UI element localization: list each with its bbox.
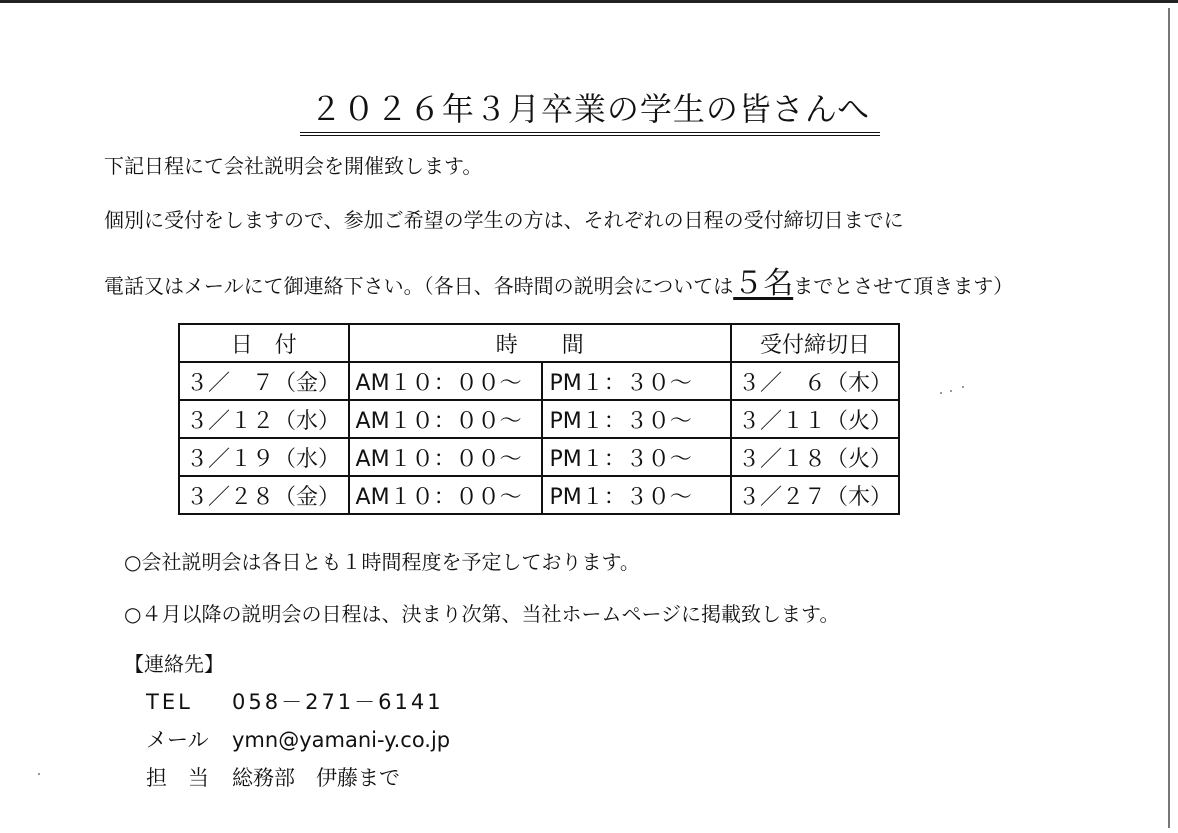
- cell-deadline: ３／１８（火）: [731, 438, 899, 476]
- intro-line-2: 個別に受付をしますので、参加ご希望の学生の方は、それぞれの日程の受付締切日までに: [104, 208, 904, 232]
- scan-top-edge: [0, 0, 1178, 3]
- cell-pm: PM１：３０～: [542, 400, 731, 438]
- cell-am: AM１０：００～: [349, 476, 543, 514]
- cell-pm: PM１：３０～: [542, 476, 731, 514]
- capacity-limit: ５名: [733, 266, 794, 301]
- mail-label: メール: [146, 728, 209, 752]
- cell-am: AM１０：００～: [349, 400, 543, 438]
- contact-heading: 【連絡先】: [124, 652, 224, 676]
- table-row: [179, 362, 899, 400]
- header-date: 日 付: [179, 324, 349, 362]
- cell-date: ３／１９（水）: [179, 438, 349, 476]
- header-deadline: 受付締切日: [731, 324, 899, 362]
- page-title: ２０２６年３月卒業の学生の皆さんへ: [300, 84, 880, 136]
- intro-line-3: [104, 258, 1013, 302]
- cell-am: AM１０：００～: [349, 362, 543, 400]
- mail-value: ymn@yamani-y.co.jp: [232, 728, 451, 752]
- note-future-schedule: ○４月以降の説明会の日程は、決まり次第、当社ホームページに掲載致します。: [124, 602, 840, 626]
- intro-line-3-end: までとさせて頂きます）: [793, 274, 1014, 298]
- note-duration: ○会社説明会は各日とも１時間程度を予定しております。: [124, 550, 640, 574]
- scan-speck: [38, 773, 40, 775]
- cell-pm: PM１：３０～: [542, 362, 731, 400]
- cell-date: ３／２８（金）: [179, 476, 349, 514]
- cell-date: ３／１２（水）: [179, 400, 349, 438]
- cell-deadline: ３／１１（火）: [731, 400, 899, 438]
- table-row: [179, 400, 899, 438]
- scan-right-edge: [1168, 8, 1170, 828]
- scan-speck: [962, 386, 964, 388]
- person-label: 担 当: [146, 766, 209, 790]
- cell-deadline: ３／２７（木）: [731, 476, 899, 514]
- cell-am: AM１０：００～: [349, 438, 543, 476]
- table-row: [179, 438, 899, 476]
- schedule-table: [178, 323, 900, 515]
- table-row: [179, 476, 899, 514]
- tel-label: TEL: [146, 690, 193, 714]
- cell-date: ３／ ７（金）: [179, 362, 349, 400]
- contact-mail: [146, 724, 450, 754]
- header-time: 時 間: [349, 324, 731, 362]
- tel-value: 058－271－6141: [232, 690, 444, 714]
- scan-speck: [940, 392, 942, 394]
- person-value: 総務部 伊藤まで: [232, 766, 400, 790]
- contact-person: [146, 762, 400, 792]
- cell-deadline: ３／ ６（木）: [731, 362, 899, 400]
- cell-pm: PM１：３０～: [542, 438, 731, 476]
- contact-tel: [146, 686, 444, 716]
- scan-speck: [950, 390, 952, 392]
- intro-line-1: 下記日程にて会社説明会を開催致します。: [104, 154, 483, 178]
- intro-line-3-start: 電話又はメールにて御連絡下さい。（各日、各時間の説明会については: [104, 274, 734, 298]
- table-header-row: [179, 324, 899, 362]
